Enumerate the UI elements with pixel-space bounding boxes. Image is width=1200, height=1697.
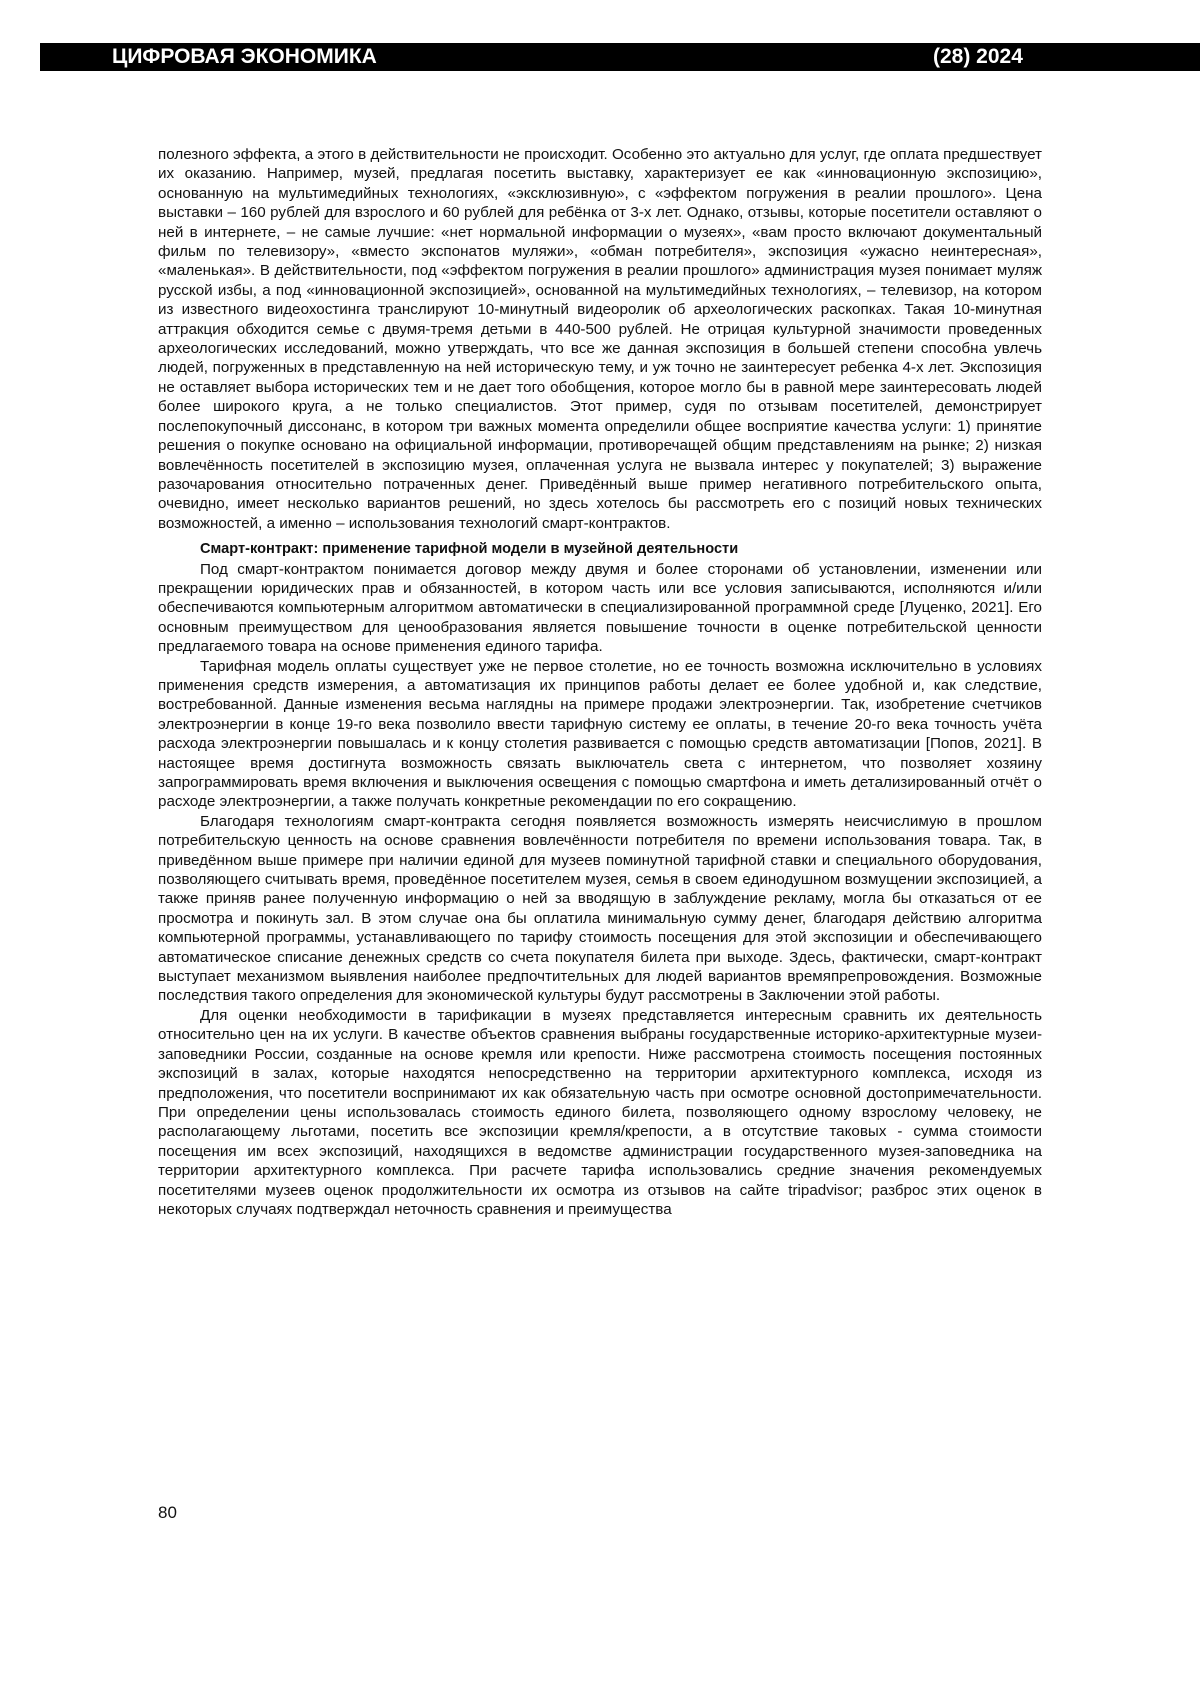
paragraph-continuation: полезного эффекта, а этого в действительности не происходит. Особенно это актуально для услуг, где оплата предшествует их оказанию. Например, музей, предлагая посетить выставку, характеризует ее как «инновационную экспозицию», основанную на мультимедийных технологиях, «эксклюзивную», с «эффектом погружения в реалии прошлого». Цена выставки – 160 рублей для взрослого и 60 рублей для ребёнка от 3-х лет. Однако, отзывы, которые посетители оставляют о ней в интернете, – не самые лучшие: «нет нормальной информации о музеях», «вам просто включают документальный фильм по телевизору», «вместо экспонатов муляжи», «обман потребителя», экспозиция «ужасно неинтересная», «маленькая». В действительности, под «эффектом погружения в реалии прошлого» администрация музея понимает муляж русской избы, а под «инновационной экспозицией», основанной на мультимедийных технологиях, – телевизор, на котором из известного видеохостинга транслируют 10-минутный видеоролик об археологических раскопках. Такая 10-минутная аттракция обходится семье с двумя-тремя детьми в 440-500 рублей. Не отрицая культурной значимости проведенных археологических исследований, можно утверждать, что все же данная экспозиция в большей степени способна увлечь людей, погруженных в представленную на ней историческую тему, и уж точно не заинтересует ребенка 4-х лет. Экспозиция не оставляет выбора исторических тем и не дает того обобщения, которое могло бы в равной мере заинтересовать людей более широкого круга, а не только специалистов. Этот пример, судя по отзывам посетителей, демонстрирует послепокупочный диссонанс, в котором три важных момента определили общее восприятие качества услуги: 1) принятие решения о покупке основано на официальной информации, противоречащей общим представлениям на рынке; 2) низкая вовлечённость посетителей в экспозицию музея, оплаченная услуга не вызвала интерес у покупателей; 3) выражение разочарования относительно потраченных денег. Приведённый выше пример негативного потребительского опыта, очевидно, имеет несколько вариантов решений, но здесь хотелось бы рассмотреть его с позиций новых технических возможностей, а именно – использования технологий смарт-контрактов. (158, 146, 1042, 532)
article-body (158, 145, 1042, 1219)
page-number: 80 (158, 1503, 177, 1522)
paragraph-smart-contract-definition: Под смарт-контрактом понимается договор между двумя и более сторонами об установлении, изменении или прекращении юридических прав и обязанностей, в котором часть или все условия записываются, исполняются и/или обеспечиваются компьютерным алгоритмом автоматически в специализированной программной среде [Луценко, 2021]. Его основным преимуществом для ценообразования является повышение точности в оценке потребительской ценности предлагаемого товара на основе применения единого тарифа. (158, 560, 1042, 656)
paragraph-museum-comparison: Для оценки необходимости в тарификации в музеях представляется интересным сравнить их деятельность относительно цен на их услуги. В качестве объектов сравнения выбраны государственные историко-архитектурные музеи-заповедники России, созданные на основе кремля или крепости. Ниже рассмотрена стоимость посещения постоянных экспозиций в залах, которые находятся непосредственно на территории архитектурного комплекса, исходя из предположения, что посетители воспринимают их как обязательную часть при осмотре основной достопримечательности. При определении цены использовалась стоимость единого билета, позволяющего одному взрослому человеку, не располагающему льготами, посетить все экспозиции кремля/крепости, а в отсутствие таковых - сумма стоимости посещения им всех экспозиций, находящихся в ведомстве администрации государственного музея-заповедника на территории архитектурного комплекса. При расчете тарифа использовались средние значения рекомендуемых посетителями музеев оценок продолжительности их осмотра из отзывов на сайте tripadvisor; разброс этих оценок в некоторых случаях подтверждал неточность сравнения и преимущества (158, 1006, 1042, 1218)
section-heading: Смарт-контракт: применение тарифной модели в музейной деятельности (200, 541, 739, 558)
paragraph-tariff-model: Тарифная модель оплаты существует уже не первое столетие, но ее точность возможна исключительно в условиях применения средств измерения, а автоматизация их принципов работы делает ее более удобной и, как следствие, востребованной. Данные изменения весьма наглядны на примере продажи электроэнергии. Так, изобретение счетчиков электроэнергии в конце 19-го века позволило ввести тарифную систему ее оплаты, в течение 20-го века точность учёта расхода электроэнергии повышалась и к концу столетия развивается с помощью средств автоматизации [Попов, 2021]. В настоящее время достигнута возможность связать выключатель света с интернетом, что позволяет хозяину запрограммировать время включения и выключения освещения с помощью смартфона и иметь детализированный отчёт о расходе электроэнергии, а также получать конкретные рекомендации по его сокращению. (158, 657, 1042, 811)
issue-number: (28) 2024 (933, 45, 1023, 68)
running-header (40, 43, 1200, 71)
paragraph-consumer-value: Благодаря технологиям смарт-контракта сегодня появляется возможность измерять неисчислимую в прошлом потребительскую ценность на основе сравнения вовлечённости потребителя по времени использования товара. Так, в приведённом выше примере при наличии единой для музеев поминутной тарифной ставки и специального оборудования, позволяющего считывать время, проведённое посетителем музея, семья в своем единодушном возмущении экспозицией, а также приняв ранее полученную информацию о ней за вводящую в заблуждение рекламу, могла бы отказаться от ее просмотра и покинуть зал. В этом случае она бы оплатила минимальную сумму денег, благодаря действию алгоритма компьютерной программы, устанавливающего по тарифу стоимость посещения для этой экспозиции и обеспечивающего автоматическое списание денежных средств со счета покупателя билета при выходе. Здесь, фактически, смарт-контракт выступает механизмом выявления наиболее предпочтительных для людей вариантов времяпрепровождения. Возможные последствия такого определения для экономической культуры будут рассмотрены в Заключении этой работы. (158, 812, 1042, 1005)
journal-title: ЦИФРОВАЯ ЭКОНОМИКА (112, 45, 377, 68)
